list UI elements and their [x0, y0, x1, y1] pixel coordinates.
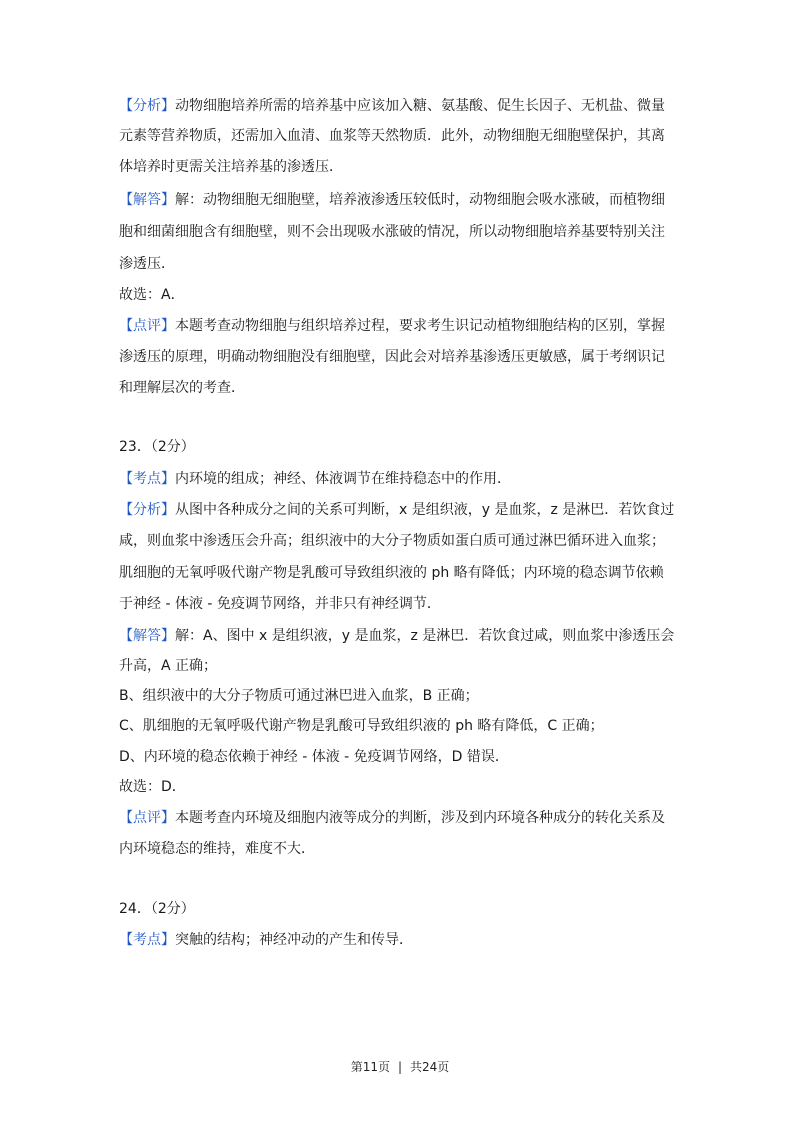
q22-answer-line-2: 胞和细菌细胞含有细胞壁，则不会出现吸水涨破的情况，所以动物细胞培养基要特别关注 — [119, 224, 665, 240]
q23-answer-line-5: D、内环境的稳态依赖于神经 - 体液 - 免疫调节网络，D 错误． — [119, 749, 509, 765]
comment-tag: 【点评】 — [119, 810, 175, 826]
q23-header: 23．（2分） — [119, 439, 195, 455]
point-tag: 【考点】 — [119, 471, 175, 487]
q23-analysis-line-2: 咸，则血浆中渗透压会升高；组织液中的大分子物质如蛋白质可通过淋巴循环进入血浆； — [119, 533, 665, 549]
q23-analysis-line-4: 于神经 - 体液 - 免疫调节网络，并非只有神经调节． — [119, 596, 441, 612]
q23-answer-line-3: B、组织液中的大分子物质可通过淋巴进入血浆，B 正确； — [119, 688, 479, 704]
q22-answer-line-3: 渗透压． — [119, 256, 175, 272]
q22-comment-line-2: 渗透压的原理，明确动物细胞没有细胞壁，因此会对培养基渗透压更敏感，属于考纲识记 — [119, 349, 665, 365]
q23-choice: 故选：D． — [119, 779, 186, 795]
footer-separator: | — [397, 1060, 403, 1074]
q23-answer-line-1: 【解答】解：A、图中 x 是组织液，y 是血浆，z 是淋巴．若饮食过咸，则血浆中渗透压会 — [119, 628, 675, 644]
q23-answer-line-4: C、肌细胞的无氧呼吸代谢产物是乳酸可导致组织液的 ph 略有降低，C 正确； — [119, 718, 604, 734]
q23-point: 【考点】内环境的组成；神经、体液调节在维持稳态中的作用． — [119, 471, 511, 487]
analysis-tag: 【分析】 — [119, 502, 175, 518]
analysis-tag: 【分析】 — [119, 98, 175, 114]
answer-tag: 【解答】 — [119, 628, 175, 644]
point-tag: 【考点】 — [119, 932, 175, 948]
q22-analysis-line-3: 体培养时更需关注培养基的渗透压． — [119, 159, 343, 175]
q23-answer-line-2: 升高，A 正确； — [119, 658, 218, 674]
total-pages: 共24页 — [410, 1060, 450, 1074]
q23-analysis-line-1: 【分析】从图中各种成分之间的关系可判断，x 是组织液，y 是血浆，z 是淋巴．若饮食过 — [119, 502, 675, 518]
q22-choice: 故选：A． — [119, 287, 185, 303]
q23-comment-line-2: 内环境稳态的维持，难度不大． — [119, 841, 315, 857]
page-number: 第11页 — [350, 1060, 390, 1074]
answer-tag: 【解答】 — [119, 192, 175, 208]
q22-comment-line-1: 【点评】本题考查动物细胞与组织培养过程，要求考生识记动植物细胞结构的区别，掌握 — [119, 318, 665, 334]
q23-comment-line-1: 【点评】本题考查内环境及细胞内液等成分的判断，涉及到内环境各种成分的转化关系及 — [119, 810, 665, 826]
q23-analysis-line-3: 肌细胞的无氧呼吸代谢产物是乳酸可导致组织液的 ph 略有降低；内环境的稳态调节依赖 — [119, 565, 664, 581]
q24-header: 24．（2分） — [119, 901, 195, 917]
comment-tag: 【点评】 — [119, 318, 175, 334]
page-footer — [0, 1058, 800, 1075]
q22-analysis-line-2: 元素等营养物质，还需加入血清、血浆等天然物质．此外，动物细胞无细胞壁保护，其离 — [119, 128, 665, 144]
q24-point: 【考点】突触的结构；神经冲动的产生和传导． — [119, 932, 413, 948]
q22-analysis-line-1: 【分析】动物细胞培养所需的培养基中应该加入糖、氨基酸、促生长因子、无机盐、微量 — [119, 98, 665, 114]
q22-comment-line-3: 和理解层次的考查． — [119, 380, 245, 396]
q22-answer-line-1: 【解答】解：动物细胞无细胞壁，培养液渗透压较低时，动物细胞会吸水涨破，而植物细 — [119, 192, 665, 208]
